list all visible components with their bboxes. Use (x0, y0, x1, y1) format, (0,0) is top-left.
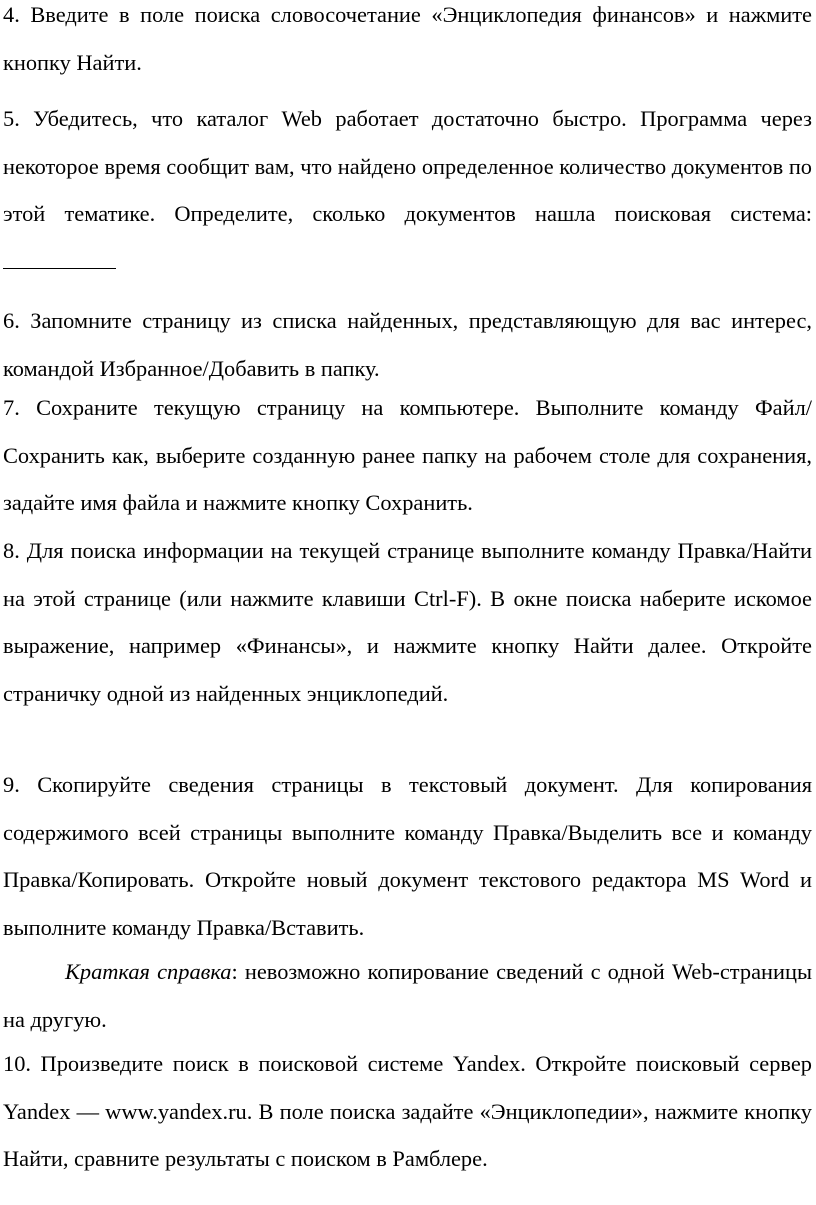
paragraph-step-5 (3, 95, 812, 285)
paragraph-step-6: 6. Запомните страницу из списка найденных, представляющую для вас интерес, командой Избранное/Добавить в папку. (3, 308, 812, 381)
paragraph-step-7: 7. Сохраните текущую страницу на компьютере. Выполните команду Файл/Сохранить как, выберите созданную ранее папку на рабочем столе для сохранения, задайте имя файла и нажмите кнопку Сохранить. (3, 395, 812, 515)
note-label: Краткая справка (65, 959, 232, 984)
answer-blank-line (3, 248, 116, 269)
paragraph-step-8: 8. Для поиска информации на текущей странице выполните команду Правка/Найти на этой странице (или нажмите клавиши Ctrl-F). В окне поиска наберите искомое выражение, например «Финансы», и нажмите кнопку Найти далее. Откройте страничку одной из найденных энциклопедий. (3, 538, 812, 706)
paragraph-step-10: 10. Произведите поиск в поисковой системе Yandex. Откройте поисковый сервер Yandex — www.yandex.ru. В поле поиска задайте «Энциклопедии», нажмите кнопку Найти, сравните результаты с поиском в Рамблере. (3, 1051, 812, 1171)
paragraph-step-9: 9. Скопируйте сведения страницы в текстовый документ. Для копирования содержимого всей страницы выполните команду Правка/Выделить все и команду Правка/Копировать. Откройте новый документ текстового редактора MS Word и выполните команду Правка/Вставить. (3, 772, 812, 940)
note-text: : невозможно копирование сведений с одной Web-страницы на другую. (3, 959, 812, 1032)
short-reference-note (3, 948, 812, 1043)
paragraph-step-4: 4. Введите в поле поиска словосочетание «Энциклопедия финансов» и нажмите кнопку Найти. (3, 2, 812, 75)
paragraph-step-5-text: 5. Убедитесь, что каталог Web работает достаточно быстро. Программа через некоторое время сообщит вам, что найдено определенное количество документов по этой тематике. Определите, сколько документов нашла поисковая система: (3, 106, 812, 226)
